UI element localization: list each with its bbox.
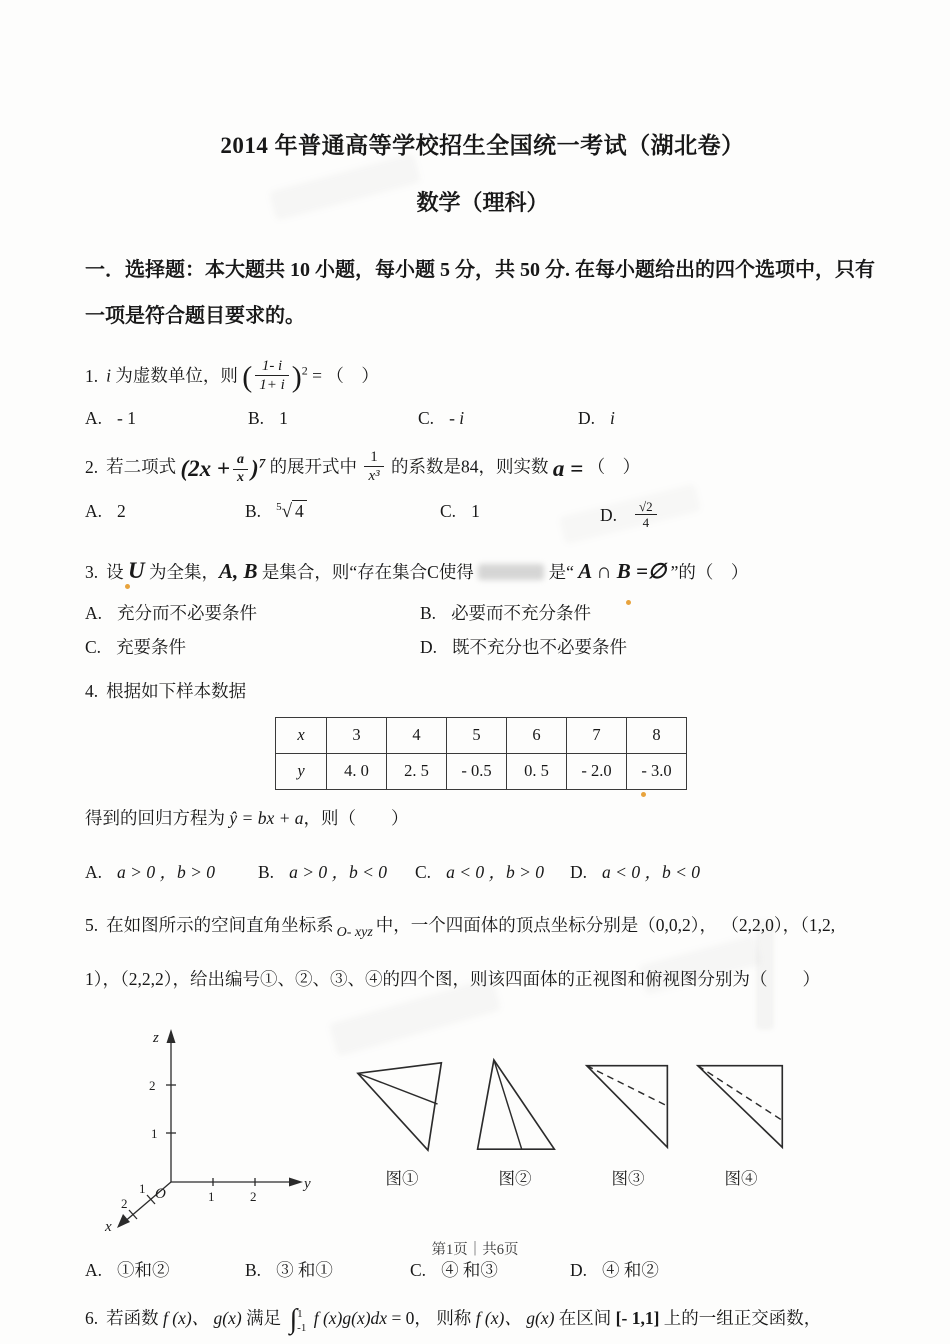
q6-stem-text-5: 上的一组正交函数， xyxy=(663,1307,822,1328)
q6-function-f-2: f (x)、 xyxy=(475,1307,522,1328)
q2-option-c xyxy=(440,501,600,533)
q4-option-c xyxy=(415,859,570,884)
q1-option-d-value: i xyxy=(610,408,615,429)
q3-stem-text-5: ”的（ ） xyxy=(670,561,749,582)
q4-table-header-x: x xyxy=(276,717,327,753)
q6-integrand: f (x)g(x)dx xyxy=(313,1307,388,1328)
q6-stem-text-4: 在区间 xyxy=(558,1307,612,1328)
figure-4-dashed-line xyxy=(698,1065,782,1120)
q6-equals-zero: = 0， xyxy=(391,1307,432,1328)
q2-binomial-fraction xyxy=(233,452,248,487)
q5-stem-line1b: 中，一个四面体的顶点坐标分别是（0,0,2）， （2,2,0），（1,2, xyxy=(375,915,836,936)
q2-coefficient-fraction xyxy=(364,448,383,485)
q5-option-a xyxy=(85,1257,245,1282)
q2-option-b-radical xyxy=(276,501,307,523)
q1-frac-numerator: 1- i xyxy=(255,357,289,376)
q5-number: 5. xyxy=(85,915,99,936)
origin-label: O xyxy=(155,1185,166,1202)
q6-number: 6. xyxy=(85,1307,99,1328)
q2-binomial-frac-den: x xyxy=(237,469,245,485)
q1-frac-denominator: 1+ i xyxy=(259,377,285,394)
q3-option-b-value: 必要而不充分条件 xyxy=(451,602,592,623)
question-3-stem xyxy=(85,551,880,590)
q4-table-cell: - 3.0 xyxy=(627,753,687,789)
figure-1-label: 图① xyxy=(385,1168,419,1188)
integral-lower-limit: -1 xyxy=(297,1321,307,1334)
q4-intro-text: 根据如下样本数据 xyxy=(106,680,247,701)
question-3-options xyxy=(85,600,880,659)
q3-option-a-value: 充分而不必要条件 xyxy=(117,602,258,623)
q3-option-d-value: 既不充分也不必要条件 xyxy=(452,636,628,657)
q5-option-b-label: B. xyxy=(245,1259,262,1280)
figure-3-outline xyxy=(587,1065,668,1147)
page-number: 第1页｜共6页 xyxy=(431,1242,519,1258)
q5-option-b-value: ③ 和① xyxy=(276,1259,333,1280)
section-heading-line1: 一．选择题：本大题共 10 小题，每小题 5 分，共 50 分. 在每小题给出的四个选项中，只有 xyxy=(85,259,875,282)
q1-option-c-value: - i xyxy=(449,408,465,429)
z-tick-label-1: 1 xyxy=(151,1125,158,1141)
q5-figures xyxy=(91,1017,880,1235)
q3-blurred-watermark xyxy=(478,564,544,580)
q4-regression-line xyxy=(85,804,880,834)
projection-figure-3 xyxy=(580,1055,676,1189)
q2-option-b xyxy=(245,501,440,533)
q4-option-c-value: a < 0 ，b > 0 xyxy=(446,862,545,883)
q4-table-cell: 2. 5 xyxy=(387,753,447,789)
figure-4-label: 图④ xyxy=(724,1168,758,1188)
q1-option-b-label: B. xyxy=(248,408,265,429)
question-1-stem xyxy=(85,359,880,396)
q3-option-c-value: 充要条件 xyxy=(116,636,187,657)
integral-sign: ∫ xyxy=(289,1303,298,1335)
q4-option-d-label: D. xyxy=(570,862,588,883)
q4-option-c-label: C. xyxy=(415,862,432,883)
q4-table-cell: 6 xyxy=(507,717,567,753)
q1-answer-blank: （ ） xyxy=(326,365,379,386)
figure-2-label: 图② xyxy=(498,1168,532,1188)
q4-number: 4. xyxy=(85,680,99,701)
x-tick-label-2: 2 xyxy=(121,1195,128,1211)
q2-stem-text-2: 的展开式中 xyxy=(269,456,358,477)
q5-stem-line1a: 在如图所示的空间直角坐标系 xyxy=(106,915,334,936)
q5-stem-line2: 1），（2,2,2），给出编号①、②、③、④的四个图，则该四面体的正视图和俯视图分别为（ ） xyxy=(85,968,820,989)
figure-3-drawing xyxy=(580,1055,676,1157)
q4-table-cell: 4 xyxy=(387,717,447,753)
figure-2-outline xyxy=(478,1060,555,1149)
q6-interval: [- 1,1] xyxy=(615,1307,660,1328)
q3-option-a-label: A. xyxy=(85,602,103,623)
q4-post-text-1: 得到的回归方程为 xyxy=(85,807,225,828)
axis-tick-labels xyxy=(121,1078,257,1211)
y-axis-label: y xyxy=(304,1175,311,1192)
q1-option-d-label: D. xyxy=(578,408,596,429)
q2-stem-text-1: 若二项式 xyxy=(106,456,177,477)
q6-stem-text-2: 满足 xyxy=(246,1307,282,1328)
q3-option-b-label: B. xyxy=(420,602,437,623)
figure-2-drawing xyxy=(467,1055,563,1157)
q2-binomial-rparen: ) xyxy=(251,456,259,482)
q2-option-a-label: A. xyxy=(85,500,103,521)
question-2-options xyxy=(85,498,880,533)
q6-stem-text-3: 则称 xyxy=(436,1307,472,1328)
q1-option-a-label: A. xyxy=(85,408,103,429)
q2-coef-num: 1 xyxy=(364,448,383,467)
q3-stem-text-1: 设 xyxy=(106,561,124,582)
z-axis-label: z xyxy=(153,1029,159,1046)
q3-option-a xyxy=(85,600,420,625)
q3-option-c xyxy=(85,634,420,659)
q2-option-a-value: 2 xyxy=(117,500,126,521)
q4-table-header-y: y xyxy=(276,753,327,789)
q2-option-d-num: √2 xyxy=(635,499,657,516)
z-axis-arrow xyxy=(167,1029,176,1043)
q3-stem-text-2: 为全集， xyxy=(149,561,219,582)
q6-stem-text-1: 若函数 xyxy=(106,1307,159,1328)
q1-fraction xyxy=(255,357,289,394)
q5-coordinate-frame: O- xyz xyxy=(336,925,373,941)
figure-2-inner-line xyxy=(494,1060,522,1149)
x-tick-label-1: 1 xyxy=(139,1180,146,1196)
q5-option-c-label: C. xyxy=(410,1259,427,1280)
q3-universal-set: U xyxy=(128,557,145,583)
q4-table-row-x xyxy=(276,717,687,753)
q2-coef-den: x³ xyxy=(368,468,380,485)
q2-binomial-lparen: (2x + xyxy=(180,456,231,482)
q1-equals: = xyxy=(312,365,323,386)
q1-option-a-value: - 1 xyxy=(117,408,136,429)
question-2-stem xyxy=(85,449,880,488)
figure-3-label: 图③ xyxy=(611,1168,645,1188)
q2-stem-text-3: 的系数是84，则实数 xyxy=(390,456,549,477)
q2-binomial-formula xyxy=(180,451,266,485)
projection-figures xyxy=(354,1055,789,1189)
question-6-stem xyxy=(85,1304,880,1334)
q3-option-d xyxy=(420,634,880,659)
q2-option-d-den: 4 xyxy=(642,515,650,531)
q2-option-b-radical-index: 5 xyxy=(276,500,282,513)
q3-sets-ab: A, B xyxy=(219,558,258,583)
section-heading-line2: 一项是符合题目要求的。 xyxy=(85,305,305,328)
q4-table-cell: - 2.0 xyxy=(567,753,627,789)
q6-function-f: f (x)、 xyxy=(163,1307,210,1328)
q1-right-paren: ) xyxy=(291,360,302,394)
q3-option-d-label: D. xyxy=(420,636,438,657)
figure-4-drawing xyxy=(693,1055,789,1157)
q4-option-d xyxy=(570,859,880,884)
q4-sample-data-table xyxy=(275,717,687,790)
q5-option-a-label: A. xyxy=(85,1259,103,1280)
q4-option-b-label: B. xyxy=(258,862,275,883)
q2-option-b-radicand: 4 xyxy=(292,500,307,521)
q4-table-cell: - 0.5 xyxy=(447,753,507,789)
q3-intersection-formula: A ∩ B =∅ xyxy=(578,558,667,583)
q2-option-d-fraction xyxy=(635,499,657,531)
q2-binomial-frac-num: a xyxy=(233,452,248,470)
q6-function-g: g(x) xyxy=(213,1307,242,1328)
q4-post-text-2: ，则（ ） xyxy=(303,807,409,828)
q2-binomial-exponent: 7 xyxy=(258,455,266,471)
question-1-options xyxy=(85,408,880,429)
q4-table-cell: 8 xyxy=(627,717,687,753)
q2-number: 2. xyxy=(85,456,99,477)
q1-option-b xyxy=(248,408,418,429)
q1-number: 1. xyxy=(85,365,99,386)
q2-answer-blank: （ ） xyxy=(587,456,641,477)
q5-option-d-label: D. xyxy=(570,1259,588,1280)
question-4-options xyxy=(85,859,880,884)
q1-stem-text: 为虚数单位，则 xyxy=(115,365,238,386)
question-4-intro xyxy=(85,677,880,707)
section-heading xyxy=(85,247,880,339)
figure-1-inner-line xyxy=(358,1073,438,1104)
x-axis-label: x xyxy=(105,1218,112,1235)
q3-number: 3. xyxy=(85,561,99,582)
q4-option-a-value: a > 0 ，b > 0 xyxy=(117,862,216,883)
q1-option-b-value: 1 xyxy=(279,408,288,429)
integral-limits xyxy=(297,1308,306,1336)
q2-a-equals: a = xyxy=(552,456,584,482)
q1-option-a xyxy=(85,408,248,429)
q5-option-d-value: ④ 和② xyxy=(602,1259,659,1280)
q5-option-a-value: ①和② xyxy=(117,1259,170,1280)
q2-option-d xyxy=(600,498,880,533)
q4-option-b xyxy=(258,859,415,884)
q2-option-c-label: C. xyxy=(440,500,457,521)
q1-option-c-label: C. xyxy=(418,408,435,429)
q4-option-a xyxy=(85,859,258,884)
question-5-options xyxy=(85,1257,880,1282)
figure-4-outline xyxy=(698,1065,782,1147)
projection-figure-2 xyxy=(467,1055,563,1189)
page-content xyxy=(85,112,880,1334)
q4-table-cell: 0. 5 xyxy=(507,753,567,789)
q4-table-row-y xyxy=(276,753,687,789)
q6-function-g-2: g(x) xyxy=(526,1307,555,1328)
q5-option-d xyxy=(570,1257,880,1282)
q4-table-cell: 5 xyxy=(447,717,507,753)
axis-labels xyxy=(104,1030,311,1235)
projection-figure-4 xyxy=(693,1055,789,1189)
figure-1-drawing xyxy=(354,1055,450,1157)
q3-stem-text-4: 是“ xyxy=(548,561,574,582)
q4-option-d-value: a < 0 ，b < 0 xyxy=(602,862,701,883)
q5-option-c-value: ④ 和③ xyxy=(441,1259,498,1280)
z-tick-label-2: 2 xyxy=(149,1077,156,1093)
q4-table-cell: 7 xyxy=(567,717,627,753)
q1-option-d xyxy=(578,408,880,429)
q4-option-b-value: a > 0 ，b < 0 xyxy=(289,862,388,883)
projection-figure-1 xyxy=(354,1055,450,1189)
page-subtitle: 数学（理科） xyxy=(416,190,549,216)
y-tick-label-2: 2 xyxy=(250,1188,257,1204)
page-title: 2014 年普通高等学校招生全国统一考试（湖北卷） xyxy=(220,133,745,159)
figure-3-dashed-line xyxy=(587,1065,668,1105)
q5-option-b xyxy=(245,1257,410,1282)
q4-table-cell: 3 xyxy=(327,717,387,753)
x-axis-arrow xyxy=(117,1214,130,1228)
y-tick-label-1: 1 xyxy=(208,1188,215,1204)
q5-option-c xyxy=(410,1257,570,1282)
integral-upper-limit: 1 xyxy=(297,1307,303,1320)
figure-1-outline xyxy=(358,1062,442,1149)
q2-option-d-label: D. xyxy=(600,504,618,525)
q2-option-b-label: B. xyxy=(245,500,262,521)
y-axis-arrow xyxy=(289,1177,303,1186)
question-5-stem xyxy=(85,900,880,1004)
q1-exponent: 2 xyxy=(301,364,308,379)
radical-sign: √ xyxy=(281,500,292,522)
q3-option-b xyxy=(420,600,880,625)
q1-left-paren: ( xyxy=(242,360,253,394)
q2-option-c-value: 1 xyxy=(471,500,480,521)
q4-option-a-label: A. xyxy=(85,862,103,883)
q4-table-cell: 4. 0 xyxy=(327,753,387,789)
q1-option-c xyxy=(418,408,578,429)
coordinate-system-figure xyxy=(91,1017,326,1235)
q2-option-a xyxy=(85,501,245,533)
q3-stem-text-3: 是集合，则“存在集合C使得 xyxy=(261,561,474,582)
q3-option-c-label: C. xyxy=(85,636,102,657)
q1-imaginary-unit: i xyxy=(106,365,111,386)
q4-regression-equation: ŷ = bx + a xyxy=(229,807,304,828)
